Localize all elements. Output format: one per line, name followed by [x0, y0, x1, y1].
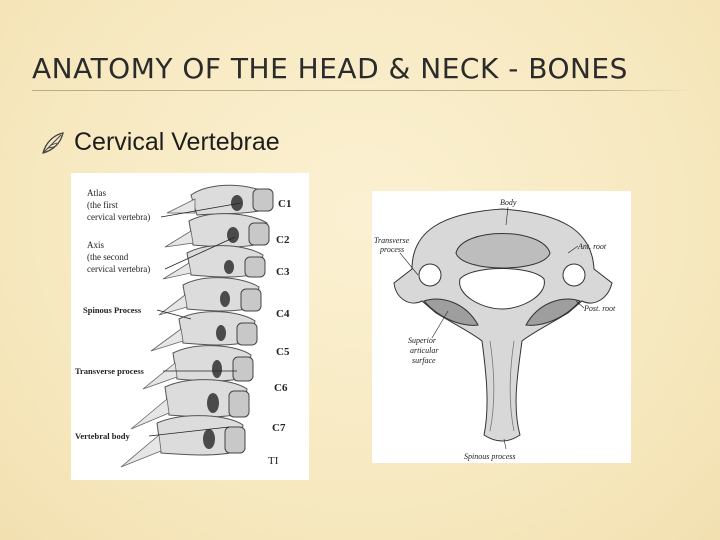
- label-ant-root: Ant. root: [578, 242, 607, 251]
- label-c5: C5: [276, 346, 290, 358]
- label-axis-sub1: (the second: [87, 252, 129, 262]
- label-t1: TI: [268, 455, 279, 467]
- label-spinous-process-atlas: Spinous process: [464, 452, 516, 461]
- atlas-superior-figure: [372, 191, 631, 463]
- label-c4: C4: [276, 308, 290, 320]
- label-superior-articular-2: articular: [410, 346, 439, 355]
- label-superior-articular-3: surface: [412, 356, 436, 365]
- label-c6: C6: [274, 382, 288, 394]
- label-spinous-process: Spinous Process: [83, 305, 142, 315]
- bullet-item: [40, 128, 280, 157]
- label-atlas-sub2: cervical vertebra): [87, 212, 151, 222]
- slide-title: ANATOMY OF THE HEAD & NECK - BONES: [32, 52, 628, 85]
- label-c2: C2: [276, 234, 290, 246]
- bullet-text: Cervical Vertebrae: [74, 128, 280, 156]
- label-vertebral-body: Vertebral body: [75, 431, 130, 441]
- label-transverse-process-2: process: [380, 245, 405, 254]
- label-transverse-process: Transverse process: [75, 366, 144, 376]
- label-c3: C3: [276, 266, 290, 278]
- cervical-spine-figure: [71, 173, 309, 480]
- label-c7: C7: [272, 422, 286, 434]
- label-superior-articular-1: Superior: [408, 336, 436, 345]
- label-post-root: Post. root: [584, 304, 616, 313]
- label-transverse-process-1: Transverse: [374, 236, 410, 245]
- title-underline: [32, 90, 692, 91]
- label-atlas: Atlas: [87, 188, 106, 198]
- leaf-bullet-icon: [40, 130, 66, 156]
- label-body: Body: [500, 198, 517, 207]
- spine-illustration: [121, 185, 273, 467]
- label-c1: C1: [278, 198, 292, 210]
- label-axis: Axis: [87, 240, 105, 250]
- label-axis-sub2: cervical vertebra): [87, 264, 151, 274]
- label-atlas-sub1: (the first: [87, 200, 118, 210]
